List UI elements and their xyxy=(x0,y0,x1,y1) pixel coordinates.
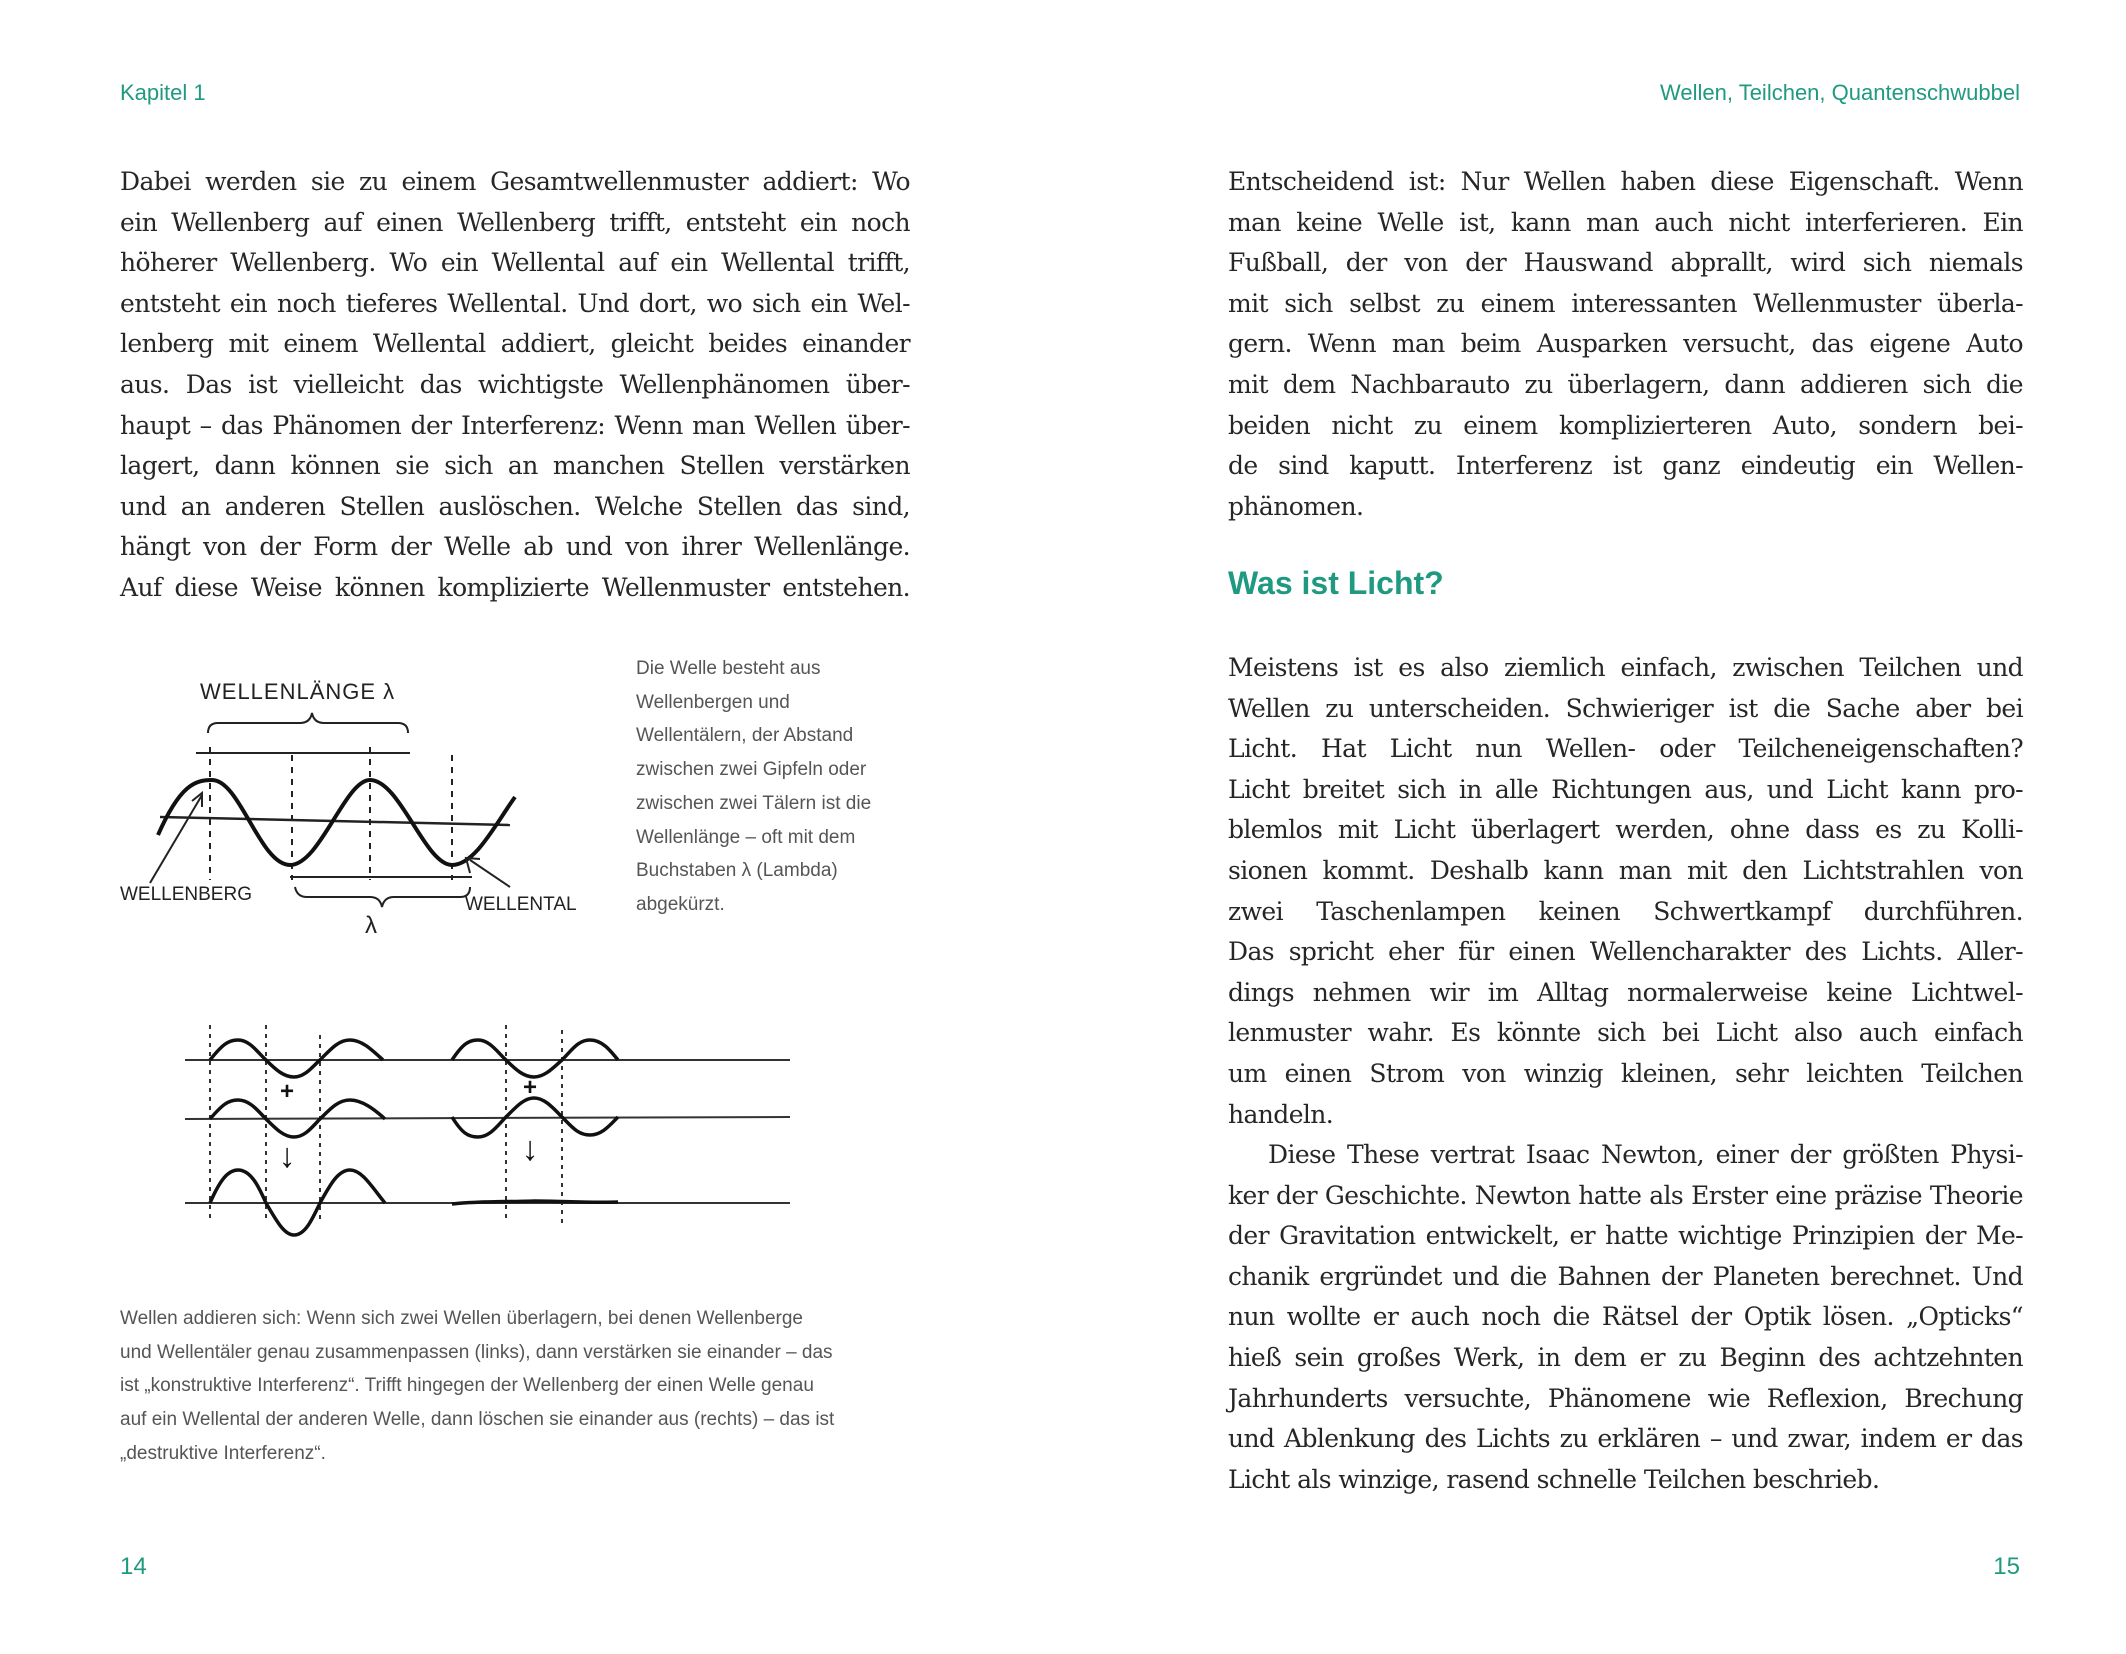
text-line: Das spricht eher für einen Wellencharakter des Lichts. Aller- xyxy=(1228,937,2023,967)
figure1-caption xyxy=(636,652,916,922)
caption-line: Wellenlänge – oft mit dem xyxy=(636,826,856,848)
figure2-caption xyxy=(120,1302,940,1471)
text-line: und Ablenkung des Lichts zu erklären – und zwar, indem er das xyxy=(1228,1424,2023,1454)
text-line: der Gravitation entwickelt, er hatte wichtige Prinzipien der Me- xyxy=(1228,1221,2023,1251)
wavelength-diagram xyxy=(120,655,600,935)
text-line: aus. Das ist vielleicht das wichtigste Wellenphänomen über- xyxy=(120,369,910,399)
text-line: blemlos mit Licht überlagert werden, ohne dass es zu Kolli- xyxy=(1228,815,2023,845)
arrow-down-icon: ↓ xyxy=(521,1130,539,1168)
text-line: und an anderen Stellen auslöschen. Welche Stellen das sind, xyxy=(120,491,910,521)
running-head-title: Wellen, Teilchen, Quantenschwubbel xyxy=(1660,80,2020,105)
text-line: haupt – das Phänomen der Interferenz: Wenn man Wellen über- xyxy=(120,410,910,440)
caption-line: ist „konstruktive Interferenz“. Trifft hingegen der Wellenberg der einen Welle genau xyxy=(120,1375,814,1397)
text-line: um einen Strom von winzig kleinen, sehr leichten Teilchen xyxy=(1228,1058,2023,1088)
caption-line: „destruktive Interferenz“. xyxy=(120,1442,326,1464)
text-line: Licht als winzige, rasend schnelle Teilchen beschrieb. xyxy=(1228,1464,1880,1494)
text-line: zwei Taschenlampen keinen Schwertkampf durchführen. xyxy=(1228,896,2023,926)
text-line: Fußball, der von der Hauswand abprallt, wird sich niemals xyxy=(1228,248,2023,278)
text-line: Wellen zu unterscheiden. Schwieriger ist die Sache aber bei xyxy=(1228,693,2023,723)
caption-line: abgekürzt. xyxy=(636,893,725,915)
text-line: beiden nicht zu einem komplizierteren Auto, sondern bei- xyxy=(1228,410,2023,440)
text-line: chanik ergründet und die Bahnen der Planeten berechnet. Und xyxy=(1228,1261,2023,1291)
right-page xyxy=(1063,0,2126,1654)
text-line: Jahrhunderts versuchte, Phänomene wie Reflexion, Brechung xyxy=(1228,1383,2023,1413)
text-line: Diese These vertrat Isaac Newton, einer der größten Physi- xyxy=(1268,1140,2023,1169)
text-line: phänomen. xyxy=(1228,491,1364,521)
caption-line: und Wellentäler genau zusammenpassen (links), dann verstärken sie einander – das xyxy=(120,1341,833,1363)
caption-line: auf ein Wellental der anderen Welle, dann löschen sie einander aus (rechts) – das ist xyxy=(120,1409,835,1431)
running-head-chapter: Kapitel 1 xyxy=(120,80,206,105)
text-line: mit dem Nachbarauto zu überlagern, dann addieren sich die xyxy=(1228,369,2023,399)
caption-line: Buchstaben λ (Lambda) xyxy=(636,860,838,882)
right-paragraph-3 xyxy=(1228,1135,2023,1500)
text-line: Licht. Hat Licht nun Wellen- oder Teilcheneigenschaften? xyxy=(1228,734,2023,764)
text-line: lenmuster wahr. Es könnte sich bei Licht also auch einfach xyxy=(1228,1018,2023,1048)
caption-line: zwischen zwei Tälern ist die xyxy=(636,792,872,814)
arrow-down-icon: ↓ xyxy=(278,1137,296,1175)
text-line: man keine Welle ist, kann man auch nicht interferieren. Ein xyxy=(1228,207,2023,237)
text-line: mit sich selbst zu einem interessanten Wellenmuster überla- xyxy=(1228,288,2023,318)
caption-line: zwischen zwei Gipfeln oder xyxy=(636,759,867,781)
right-paragraph-2 xyxy=(1228,648,2023,1135)
caption-line: Wellenbergen und xyxy=(636,691,790,713)
text-line: Meistens ist es also ziemlich einfach, zwischen Teilchen und xyxy=(1228,653,2023,682)
left-body-paragraph xyxy=(120,162,910,609)
text-line: Entscheidend ist: Nur Wellen haben diese Eigenschaft. Wenn xyxy=(1228,167,2023,196)
crest-label: WELLENBERG xyxy=(120,884,252,905)
plus-symbol-left: + xyxy=(279,1078,295,1105)
text-line: handeln. xyxy=(1228,1099,1334,1129)
wavelength-title-label: WELLENLÄNGE λ xyxy=(200,679,396,704)
page-number-right: 15 xyxy=(1993,1553,2020,1580)
text-line: sionen kommt. Deshalb kann man mit den Lichtstrahlen von xyxy=(1228,855,2023,885)
plus-symbol-right: + xyxy=(522,1074,538,1101)
caption-line: Die Welle besteht aus xyxy=(636,658,821,679)
text-line: hängt von der Form der Welle ab und von ihrer Wellenlänge. xyxy=(120,532,910,562)
text-line: gern. Wenn man beim Ausparken versucht, das eigene Auto xyxy=(1228,329,2023,359)
text-line: nun wollte er auch noch die Rätsel der Optik lösen. „Opticks“ xyxy=(1228,1302,2023,1332)
text-line: Auf diese Weise können komplizierte Wellenmuster entstehen. xyxy=(120,572,910,602)
page-number-left: 14 xyxy=(120,1553,147,1580)
text-line: Licht breitet sich in alle Richtungen aus, und Licht kann pro- xyxy=(1228,774,2023,804)
text-line: dings nehmen wir im Alltag normalerweise keine Lichtwel- xyxy=(1228,977,2023,1007)
caption-line: Wellen addieren sich: Wenn sich zwei Wellen überlagern, bei denen Wellenberge xyxy=(120,1308,803,1329)
text-line: lenberg mit einem Wellental addiert, gleicht beides einander xyxy=(120,329,910,359)
text-line: de sind kaputt. Interferenz ist ganz eindeutig ein Wellen- xyxy=(1228,451,2023,481)
lambda-label: λ xyxy=(365,912,377,935)
caption-line: Wellentälern, der Abstand xyxy=(636,725,854,747)
interference-diagram xyxy=(180,1015,800,1245)
trough-label: WELLENTAL xyxy=(465,894,577,915)
right-paragraph-1 xyxy=(1228,162,2023,527)
text-line: lagert, dann können sie sich an manchen Stellen verstärken xyxy=(120,451,910,481)
section-heading: Was ist Licht? xyxy=(1228,565,1444,601)
text-line: hieß sein großes Werk, in dem er zu Beginn des achtzehnten xyxy=(1228,1342,2023,1372)
text-line: ker der Geschichte. Newton hatte als Erster eine präzise Theorie xyxy=(1228,1180,2023,1210)
text-line: Dabei werden sie zu einem Gesamtwellenmuster addiert: Wo xyxy=(120,167,910,196)
text-line: entsteht ein noch tieferes Wellental. Und dort, wo sich ein Wel- xyxy=(120,288,910,318)
text-line: ein Wellenberg auf einen Wellenberg trifft, entsteht ein noch xyxy=(120,207,910,237)
text-line: höherer Wellenberg. Wo ein Wellental auf ein Wellental trifft, xyxy=(120,248,910,278)
